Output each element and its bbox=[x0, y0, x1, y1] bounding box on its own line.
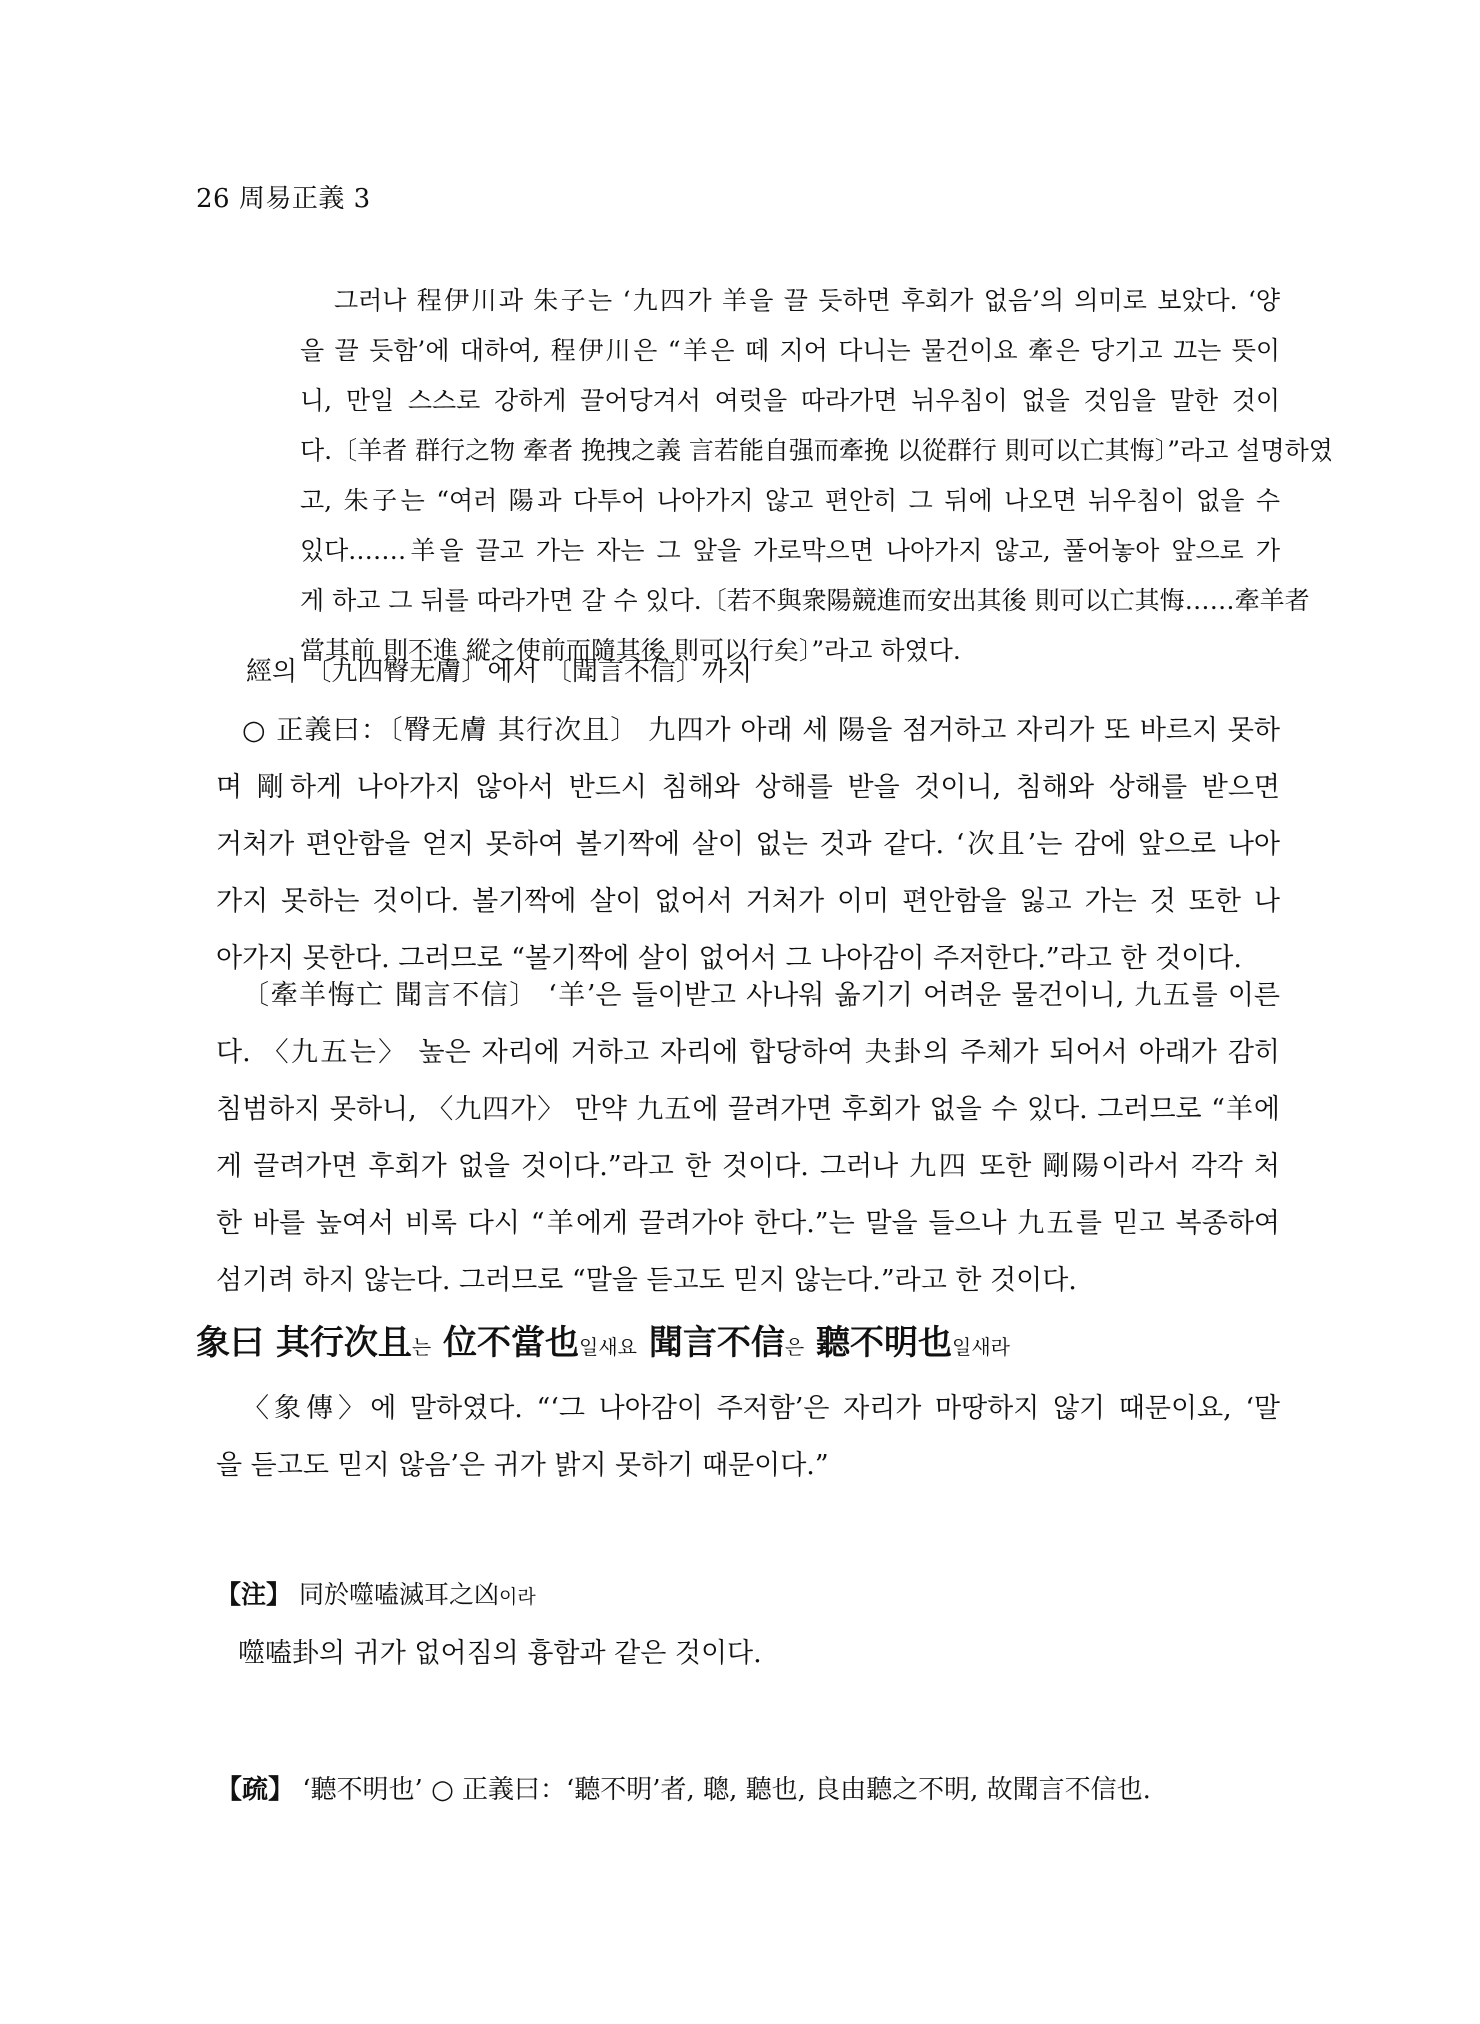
paragraph-line: 며 剛하게 나아가지 않아서 반드시 침해와 상해를 받을 것이니, 침해와 상해를 받으면 bbox=[216, 772, 1280, 803]
heading-text: 象曰 其行次且 bbox=[196, 1323, 412, 1363]
note-text: 同於噬嗑滅耳之凶 bbox=[291, 1580, 499, 1609]
quote-line: 니, 만일 스스로 강하게 끌어당겨서 여럿을 따라가면 뉘우침이 없을 것임을 말한 것이 bbox=[300, 386, 1280, 415]
section-caption: 經의 〔九四臀无膚〕에서 〔聞言不信〕까지 bbox=[246, 657, 753, 687]
scripture-heading bbox=[196, 1318, 1010, 1372]
paragraph-line: 게 끌려가면 후회가 없을 것이다.”라고 한 것이다. 그러나 九四 또한 剛陽이라서 각각 처 bbox=[216, 1151, 1280, 1182]
quote-line: 當其前 則不進 縱之使前而隨其後 則可以行矣〕”라고 하였다. bbox=[300, 636, 961, 665]
note-suffix: 이라 bbox=[498, 1586, 536, 1608]
heading-text: 聽不明也 bbox=[804, 1323, 952, 1363]
shu-tag: 【疏】 bbox=[216, 1775, 295, 1805]
shu-text: ‘聽不明也’ ○ 正義曰：‘聽不明’者, 聰, 聽也, 良由聽之不明, 故聞言不信也. bbox=[294, 1775, 1151, 1805]
paragraph-commentary-1 bbox=[216, 702, 1280, 987]
indented-quote-block bbox=[300, 276, 1333, 676]
heading-suffix: 일새요 bbox=[579, 1335, 637, 1359]
paragraph-commentary-2 bbox=[216, 967, 1280, 1309]
quote-line: 다.〔羊者 群行之物 牽者 挽拽之義 言若能自强而牽挽 以從群行 則可以亡其悔〕”라고 설명하였 bbox=[300, 436, 1333, 465]
quote-line: 을 끌 듯함’에 대하여, 程伊川은 “羊은 떼 지어 다니는 물건이요 牽은 당기고 끄는 뜻이 bbox=[300, 336, 1280, 365]
paragraph-line: 〔牽羊悔亡 聞言不信〕 ‘羊’은 들이받고 사나워 옮기기 어려운 물건이니, 九五를 이른 bbox=[242, 980, 1280, 1011]
note-translation: 噬嗑卦의 귀가 없어짐의 흉함과 같은 것이다. bbox=[238, 1638, 762, 1669]
paragraph-line: 거처가 편안함을 얻지 못하여 볼기짝에 살이 없는 것과 같다. ‘次且’는 감에 앞으로 나아 bbox=[216, 829, 1280, 860]
quote-line: 고, 朱子는 “여러 陽과 다투어 나아가지 않고 편안히 그 뒤에 나오면 뉘우침이 없을 수 bbox=[300, 486, 1280, 515]
heading-text: 位不當也 bbox=[431, 1323, 580, 1363]
sub-commentary bbox=[216, 1768, 1151, 1812]
quote-line: 있다.……羊을 끌고 가는 자는 그 앞을 가로막으면 나아가지 않고, 풀어놓아 앞으로 가 bbox=[300, 536, 1280, 565]
paragraph-line: ○ 正義曰：〔臀无膚 其行次且〕 九四가 아래 세 陽을 점거하고 자리가 또 바르지 못하 bbox=[242, 715, 1280, 746]
paragraph-line: 섬기려 하지 않는다. 그러므로 “말을 듣고도 믿지 않는다.”라고 한 것이다. bbox=[216, 1265, 1077, 1296]
quote-line: 그러나 程伊川과 朱子는 ‘九四가 羊을 끌 듯하면 후회가 없음’의 의미로 보았다. ‘양 bbox=[334, 286, 1280, 315]
paragraph-line: 아가지 못한다. 그러므로 “볼기짝에 살이 없어서 그 나아감이 주저한다.”라고 한 것이다. bbox=[216, 943, 1242, 974]
heading-suffix: 는 bbox=[411, 1335, 432, 1359]
paragraph-line: 한 바를 높여서 비록 다시 “羊에게 끌려가야 한다.”는 말을 들으나 九五를 믿고 복종하여 bbox=[216, 1208, 1280, 1239]
paragraph-line: 침범하지 못하니, 〈九四가〉 만약 九五에 끌려가면 후회가 없을 수 있다. 그러므로 “羊에 bbox=[216, 1094, 1280, 1125]
heading-text: 聞言不信 bbox=[636, 1323, 785, 1363]
translation-line: 〈象傳〉에 말하였다. “‘그 나아감이 주저함’은 자리가 마땅하지 않기 때문이요, ‘말 bbox=[242, 1393, 1280, 1424]
running-head: 26 周易正義 3 bbox=[196, 184, 371, 214]
heading-translation bbox=[216, 1380, 1280, 1494]
paragraph-line: 가지 못하는 것이다. 볼기짝에 살이 없어서 거처가 이미 편안함을 잃고 가는 것 또한 나 bbox=[216, 886, 1280, 917]
translation-line: 을 듣고도 믿지 않음’은 귀가 밝지 못하기 때문이다.” bbox=[216, 1450, 829, 1481]
quote-line: 게 하고 그 뒤를 따라가면 갈 수 있다.〔若不與衆陽競進而安出其後 則可以亡其悔……牽羊者 bbox=[300, 586, 1310, 615]
paragraph-line: 다. 〈九五는〉 높은 자리에 거하고 자리에 합당하여 夬卦의 주체가 되어서 아래가 감히 bbox=[216, 1037, 1280, 1068]
annotation-note bbox=[216, 1575, 536, 1617]
note-tag: 【注】 bbox=[216, 1580, 292, 1609]
heading-suffix: 일새라 bbox=[952, 1335, 1010, 1359]
heading-suffix: 은 bbox=[784, 1335, 805, 1359]
